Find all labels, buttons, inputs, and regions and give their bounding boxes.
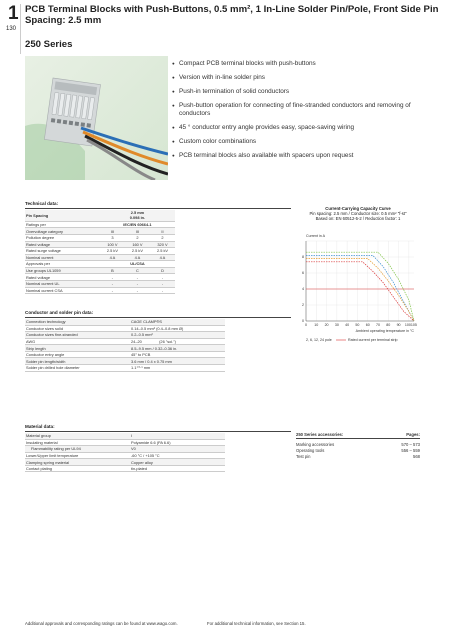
spec-label: Conductor sizes fine-stranded bbox=[25, 332, 130, 339]
page-title: PCB Terminal Blocks with Push-Buttons, 0.5 mm², 1 In-Line Solder Pin/Pole, Front Side Pin Spacing: 2.5 mm bbox=[25, 4, 439, 26]
y-tick-label: 2 bbox=[302, 303, 304, 308]
accessory-row[interactable] bbox=[296, 454, 420, 460]
spec-value: C bbox=[125, 267, 150, 274]
chart-subtitle: Based on: EN 60512-5-2 / Reduction factor: 1 bbox=[315, 216, 401, 221]
chart-subtitle: Pin spacing: 2.5 mm / Conductor size: 0.5 mm² "f-st" bbox=[309, 211, 407, 216]
feature-item: ● 45 ° conductor entry angle provides easy, space-saving wiring bbox=[172, 124, 442, 132]
ratings-standard: IEC/EN 60664-1 bbox=[100, 221, 175, 228]
spec-label: Connection technology bbox=[25, 319, 130, 325]
x-tick-label: 90 bbox=[396, 323, 401, 327]
x-tick-label: 20 bbox=[324, 323, 329, 327]
divider bbox=[25, 208, 291, 209]
accessory-label: Marking accessories bbox=[296, 442, 335, 447]
spec-value: I bbox=[130, 433, 225, 439]
spec-label: AWG bbox=[25, 338, 130, 345]
feature-item: ● Push-in termination of solid conductors bbox=[172, 88, 442, 96]
series-line-2-pole bbox=[306, 252, 414, 321]
spec-value: 320 V bbox=[150, 241, 175, 248]
x-tick-label: 50 bbox=[355, 323, 360, 327]
product-photo bbox=[25, 56, 168, 180]
spec-value: - bbox=[150, 274, 175, 281]
spec-value: - bbox=[150, 280, 175, 287]
spec-value: 4 A bbox=[100, 254, 125, 261]
x-tick-label: 100105 bbox=[404, 323, 417, 327]
page-number: 130 bbox=[6, 26, 17, 32]
spec-value: 2.5 kV bbox=[100, 248, 125, 255]
x-tick-label: 70 bbox=[376, 323, 380, 327]
spec-label: Conductor entry angle bbox=[25, 351, 130, 358]
spec-label: Nominal current CSA bbox=[25, 287, 100, 294]
spec-value: 4 A bbox=[150, 254, 175, 261]
chart-plot bbox=[296, 221, 420, 361]
spec-value: III bbox=[100, 228, 125, 235]
material-heading: Material data: bbox=[25, 424, 55, 429]
y-tick-label: 8 bbox=[302, 255, 304, 260]
spec-value: 2 bbox=[125, 234, 150, 241]
pin-spacing-value: 2.5 mm 0.098 in. bbox=[100, 210, 175, 221]
spec-value: - bbox=[125, 274, 150, 281]
conductor-table bbox=[25, 319, 225, 372]
spec-value: II bbox=[150, 228, 175, 235]
spec-value: - bbox=[100, 287, 125, 294]
spec-value: -60 °C / +105 °C bbox=[130, 452, 225, 459]
technical-data-heading: Technical data: bbox=[25, 201, 59, 206]
spec-label: Overvoltage category bbox=[25, 228, 100, 235]
feature-item: ● Compact PCB terminal blocks with push-buttons bbox=[172, 60, 442, 68]
ratings-label: Ratings per bbox=[25, 221, 100, 228]
pages-label: Pages: bbox=[406, 432, 420, 437]
spec-label: Insulating material bbox=[25, 439, 130, 446]
x-tick-label: 30 bbox=[334, 323, 339, 327]
pin-spacing-label: Pin Spacing bbox=[25, 210, 100, 221]
legend-rated: Rated current per terminal strip bbox=[348, 338, 398, 342]
spec-label: Use groups UL1059 bbox=[25, 267, 100, 274]
feature-item: ● PCB terminal blocks also available with spacers upon request bbox=[172, 152, 442, 160]
accessory-label: Operating tools bbox=[296, 448, 325, 453]
spec-label: Rated surge voltage bbox=[25, 248, 100, 255]
spec-value: Polyamide 6.6 (PA 6.6) bbox=[130, 439, 225, 446]
y-tick-label: 6 bbox=[302, 271, 304, 276]
accessory-pages: 556 – 559 bbox=[401, 448, 420, 453]
accessory-pages: 568 bbox=[413, 454, 420, 459]
feature-item: ● Custom color combinations bbox=[172, 138, 442, 146]
spec-label: Material group bbox=[25, 433, 130, 439]
spec-value: 1.1⁺⁰·¹ mm bbox=[130, 365, 225, 372]
chapter-number: 1 bbox=[8, 3, 19, 24]
spec-value: - bbox=[125, 287, 150, 294]
footer-note: Additional approvals and corresponding ratings can be found at www.wago.com. bbox=[25, 621, 178, 626]
x-tick-label: 0 bbox=[305, 323, 307, 327]
spec-label: Pollution degree bbox=[25, 234, 100, 241]
spec-value: III bbox=[125, 228, 150, 235]
spec-value: 2.5 kV bbox=[150, 248, 175, 255]
spec-value: 45° to PCB bbox=[130, 351, 225, 358]
spec-label: Rated voltage bbox=[25, 274, 100, 281]
spec-label: Nominal current bbox=[25, 254, 100, 261]
accessory-pages: 570 – 573 bbox=[401, 442, 420, 447]
spec-label: Contact plating bbox=[25, 465, 130, 472]
spec-value: tin-plated bbox=[130, 465, 225, 472]
material-table bbox=[25, 433, 225, 472]
spec-label: Conductor sizes solid bbox=[25, 325, 130, 332]
footer-reference: For additional technical information, see Section 15. bbox=[207, 621, 306, 626]
feature-item: ● Push-button operation for connecting of fine-stranded conductors and removing of conductors bbox=[172, 102, 442, 118]
spec-value: - bbox=[100, 280, 125, 287]
y-axis-label: Current in A bbox=[306, 234, 325, 238]
spec-value: V0 bbox=[130, 446, 225, 453]
x-tick-label: 10 bbox=[314, 323, 319, 327]
accessories-section bbox=[296, 432, 420, 460]
divider bbox=[25, 431, 291, 432]
spec-value: 3 bbox=[100, 234, 125, 241]
spec-value: D bbox=[150, 267, 175, 274]
series-line-6-pole bbox=[306, 255, 414, 321]
spec-label: Strip length bbox=[25, 345, 130, 352]
x-tick-label: 60 bbox=[365, 323, 370, 327]
spec-value: 4 A bbox=[125, 254, 150, 261]
spec-value: CAGE CLAMP®S bbox=[130, 319, 225, 325]
feature-item: ● Version with in-line solder pins bbox=[172, 74, 442, 82]
chart-title: Current-Carrying Capacity Curve bbox=[325, 206, 391, 211]
spec-value: - bbox=[150, 287, 175, 294]
feature-list bbox=[172, 60, 442, 166]
y-tick-label: 0 bbox=[302, 319, 304, 324]
divider bbox=[25, 317, 291, 318]
technical-table bbox=[25, 210, 175, 294]
accessories-heading: 250 Series accessories: bbox=[296, 432, 344, 437]
spec-value: Copper alloy bbox=[130, 459, 225, 466]
spec-value: 24–20 (26 "sol.") bbox=[130, 338, 225, 345]
x-axis-label: Ambient operating temperature in °C bbox=[355, 329, 414, 333]
current-capacity-chart bbox=[296, 206, 420, 366]
legend-poles: 2, 6, 12, 24 pole bbox=[306, 338, 332, 342]
spec-label: Solder pin drilled hole diameter bbox=[25, 365, 130, 372]
spec-label: Nominal current UL bbox=[25, 280, 100, 287]
x-tick-label: 80 bbox=[386, 323, 391, 327]
spec-label: Lower/Upper limit temperature bbox=[25, 452, 130, 459]
spec-value: B bbox=[100, 267, 125, 274]
spec-label: Rated voltage bbox=[25, 241, 100, 248]
sidebar-divider bbox=[20, 4, 21, 54]
accessory-label: Test pin bbox=[296, 454, 311, 459]
spec-label: Flammability rating per UL94 bbox=[25, 446, 130, 453]
spec-value: 8.5–9.5 mm / 0.32–0.36 in. bbox=[130, 345, 225, 352]
spec-value: 0.2–0.5 mm² bbox=[130, 332, 225, 339]
spec-label: Solder pin length/width bbox=[25, 358, 130, 365]
y-tick-label: 4 bbox=[302, 287, 304, 292]
spec-value: 0.14–0.5 mm² (0.4–0.8 mm Ø) bbox=[130, 325, 225, 332]
series-line-12-pole bbox=[306, 259, 414, 321]
approvals-standard: UL/CSA bbox=[100, 261, 175, 268]
spec-value: 160 V bbox=[125, 241, 150, 248]
x-tick-label: 40 bbox=[345, 323, 350, 327]
series-title: 250 Series bbox=[25, 39, 73, 50]
conductor-heading: Conductor and solder pin data: bbox=[25, 310, 94, 315]
spec-value: 2.5 kV bbox=[125, 248, 150, 255]
spec-value: - bbox=[125, 280, 150, 287]
spec-label: Clamping spring material bbox=[25, 459, 130, 466]
spec-value: 3.6 mm / 0.4 x 0.75 mm bbox=[130, 358, 225, 365]
spec-value: - bbox=[100, 274, 125, 281]
approvals-label: Approvals per bbox=[25, 261, 100, 268]
spec-value: 2 bbox=[150, 234, 175, 241]
spec-value: 100 V bbox=[100, 241, 125, 248]
